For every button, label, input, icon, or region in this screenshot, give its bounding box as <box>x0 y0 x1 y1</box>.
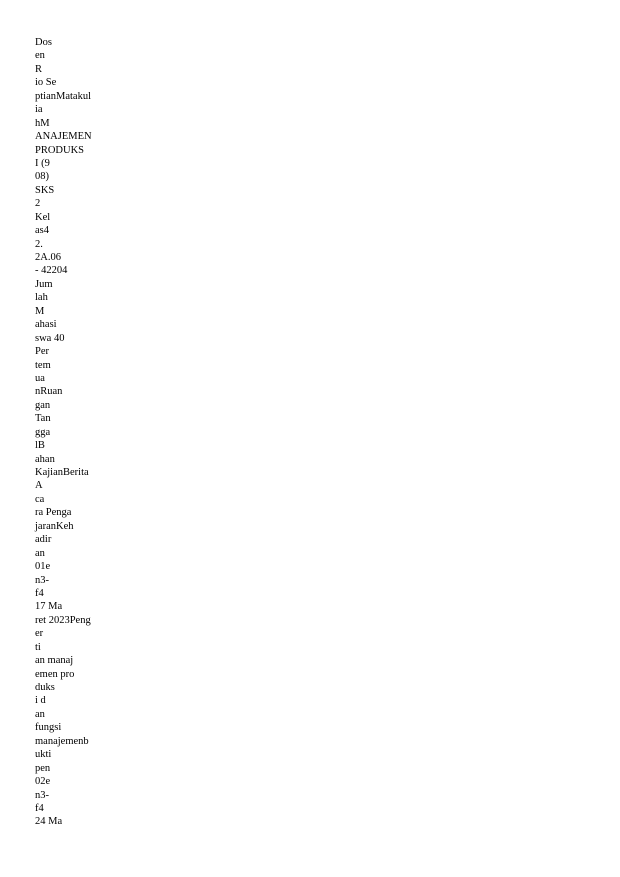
document-text-column <box>35 36 155 829</box>
document-text-line: nRuan <box>35 386 63 398</box>
document-text-line: n3- <box>35 574 49 586</box>
document-text-line: f4 <box>35 802 44 814</box>
document-text-line: hM <box>35 117 50 129</box>
document-text-line: 24 Ma <box>35 816 63 828</box>
document-text-line: i d <box>35 695 46 707</box>
document-text-line: an <box>35 547 45 559</box>
document-text-line: - 42204 <box>35 265 68 277</box>
document-text-line: A <box>35 480 43 492</box>
document-text-line: 17 Ma <box>35 601 63 613</box>
document-text-line: 2 <box>35 198 41 210</box>
document-text-line: duks <box>35 682 55 693</box>
document-text-line: ptianMatakul <box>35 90 91 102</box>
document-text-line: I (9 <box>35 157 50 169</box>
document-text-line: Jum <box>35 278 53 290</box>
document-text-line: lB <box>35 440 45 452</box>
document-text-line: as4 <box>35 225 49 237</box>
document-text-line: Per <box>35 346 49 358</box>
document-text-line: lah <box>35 292 48 304</box>
document-text-line: ukti <box>35 749 52 761</box>
document-text-line: ahan <box>35 453 55 465</box>
document-text-line: gga <box>35 426 51 438</box>
document-text-line: PRODUKS <box>35 144 85 156</box>
document-text-line: an manaj <box>35 655 74 667</box>
document-text-line: ia <box>35 104 43 116</box>
document-text-line: Kel <box>35 211 51 223</box>
document-text-line: 02e <box>35 776 51 788</box>
document-text-line: SKS <box>35 184 55 196</box>
document-text-line: pen <box>35 762 51 774</box>
document-text-line: 08) <box>35 171 49 183</box>
document-text-line: gan <box>35 399 51 411</box>
document-text-line: 01e <box>35 561 51 573</box>
document-text-line: ret 2023Peng <box>35 614 91 626</box>
document-text-line: jaranKeh <box>35 520 74 532</box>
document-text-line: emen pro <box>35 668 75 680</box>
document-text-line: en <box>35 50 45 62</box>
document-text-line: R <box>35 63 43 75</box>
document-text-line: M <box>35 305 45 317</box>
document-text-line: Dos <box>35 37 52 48</box>
document-text-line: io Se <box>35 77 57 89</box>
document-text-line: n3- <box>35 789 49 801</box>
document-text-line: Tan <box>35 413 51 425</box>
document-text-line: ti <box>35 641 41 653</box>
document-text-line: ANAJEMEN <box>35 131 92 143</box>
document-text-line: er <box>35 628 44 640</box>
document-text-line: ua <box>35 372 45 384</box>
document-text-line: swa 40 <box>35 332 65 344</box>
document-text-line: ca <box>35 493 45 505</box>
document-text-line: manajemenb <box>35 735 89 747</box>
document-text-line: f4 <box>35 587 44 599</box>
document-text-line: 2A.06 <box>35 252 61 263</box>
document-text-line: tem <box>35 359 51 371</box>
document-text-line: an <box>35 708 45 720</box>
document-text-line: 2. <box>35 238 43 250</box>
document-text-line: fungsi <box>35 722 62 734</box>
document-text-line: adir <box>35 534 52 546</box>
document-text-line: ahasi <box>35 319 57 331</box>
document-text-line: ra Penga <box>35 507 72 519</box>
document-text-line: KajianBerita <box>35 467 89 478</box>
